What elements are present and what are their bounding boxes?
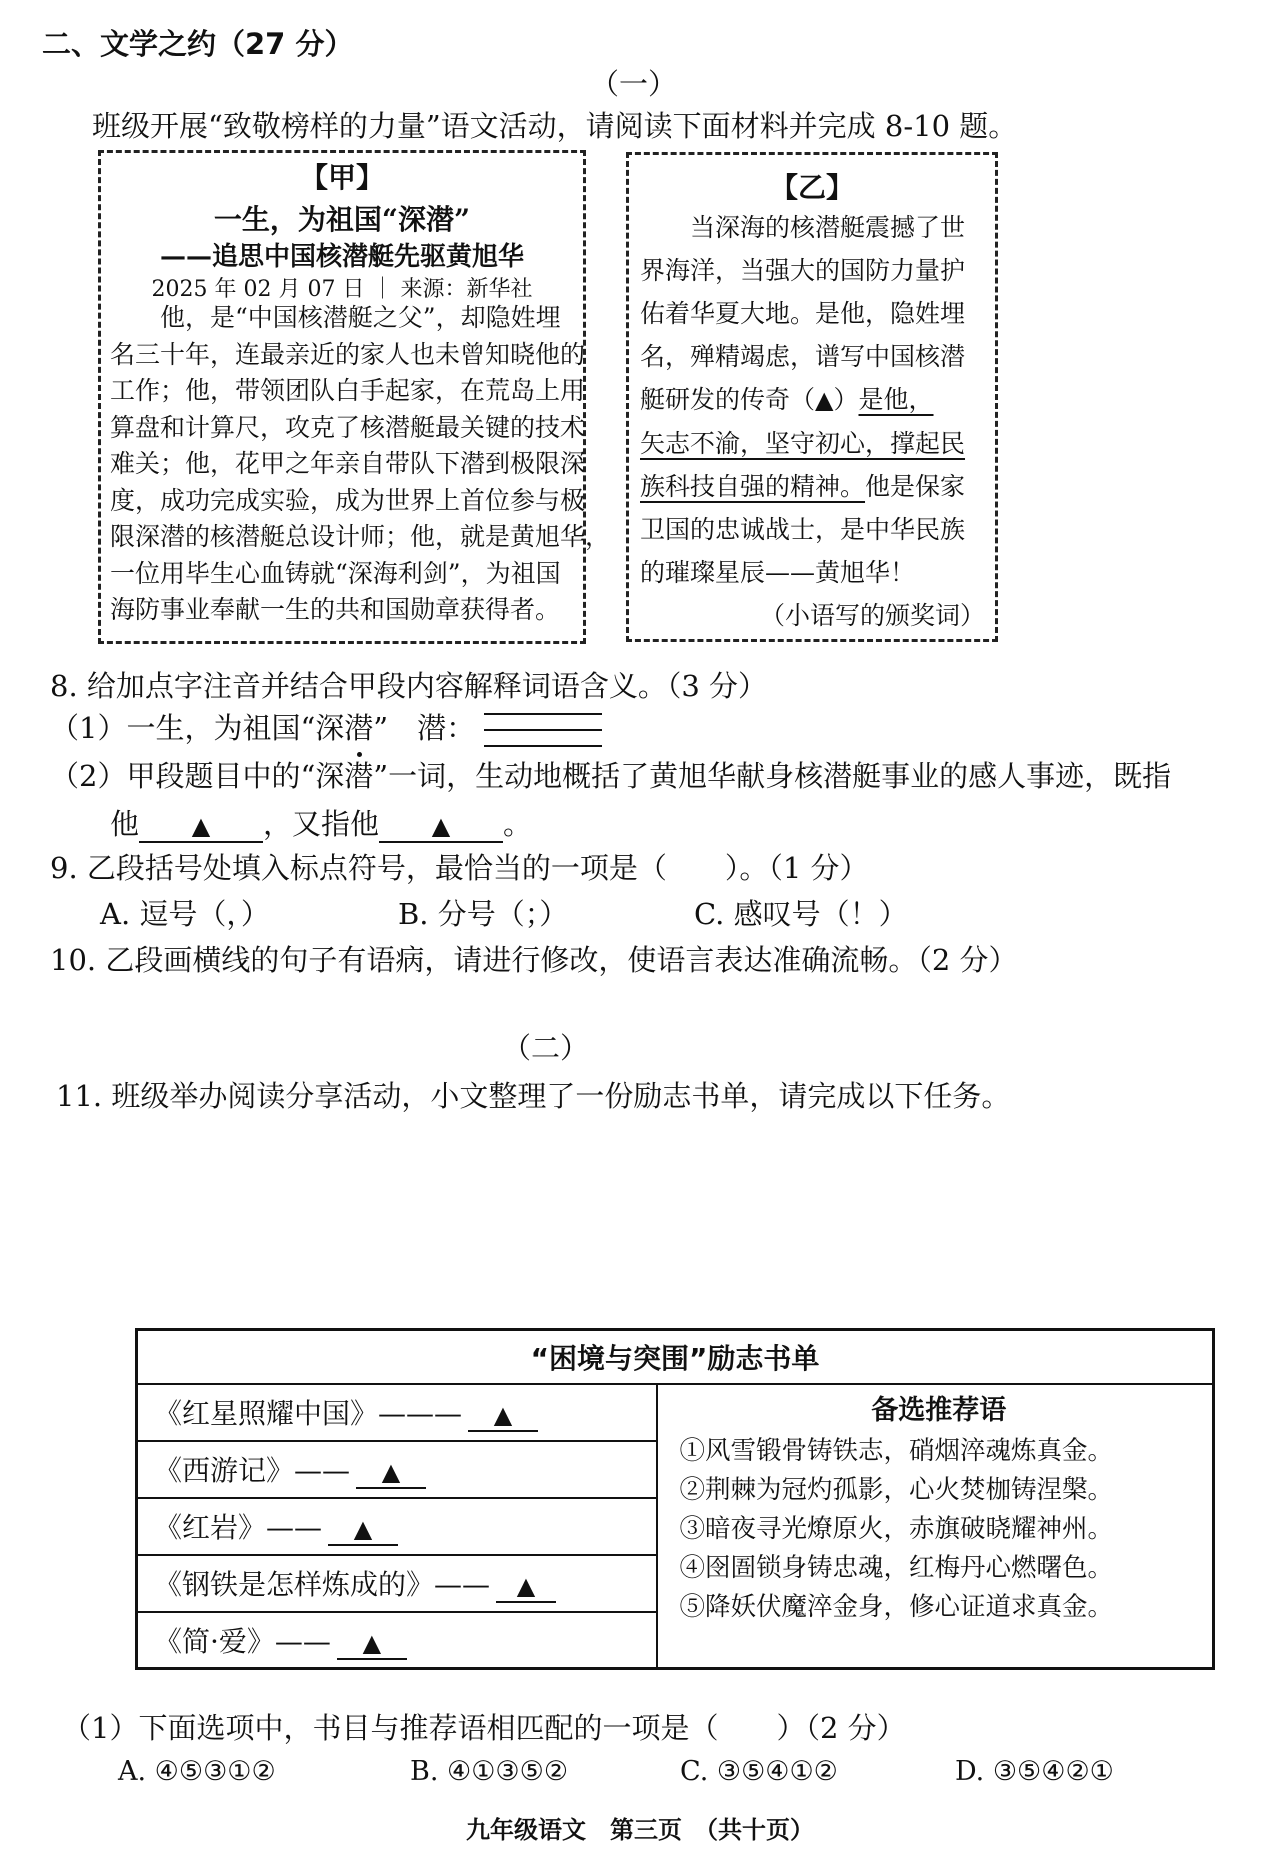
underlined-sentence: 矢志不渝，坚守初心，撑起民 <box>640 429 966 458</box>
answer-blank[interactable] <box>328 1511 398 1546</box>
part2-heading: （二） <box>502 1031 590 1065</box>
jia-line: 限深潜的核潜艇总设计师；他，就是黄旭华， <box>110 522 611 551</box>
answer-blank[interactable] <box>379 807 503 843</box>
q9-option-b[interactable]: B. 分号（；） <box>398 897 569 931</box>
q11-option-a[interactable]: A. ④⑤③①② <box>118 1756 276 1787</box>
answer-blank[interactable] <box>337 1625 407 1660</box>
recommend-item: ①风雪锻骨铸铁志，硝烟淬魂炼真金。 <box>679 1435 1114 1466</box>
jia-label: 【甲】 <box>299 161 384 194</box>
book-row: 《西游记》—— ▲ <box>137 1441 657 1498</box>
q11-option-c[interactable]: C. ③⑤④①② <box>680 1756 838 1787</box>
page-footer: 九年级语文 第三页 （共十页） <box>466 1816 814 1844</box>
yi-label: 【乙】 <box>769 171 854 204</box>
recommend-item: ③暗夜寻光燎原火，赤旗破晓耀神州。 <box>679 1513 1114 1544</box>
jia-meta: 2025 年 02 月 07 日 ｜ 来源：新华社 <box>151 277 533 302</box>
recommend-item: ②荆棘为冠灼孤影，心火焚枷铸涅槃。 <box>679 1474 1114 1505</box>
yi-line: 的璀璨星辰——黄旭华！ <box>640 558 916 587</box>
book-row: 《红岩》—— ▲ <box>137 1498 657 1555</box>
yi-body <box>640 206 965 594</box>
yi-line: 界海洋，当强大的国防力量护 <box>640 256 966 285</box>
jia-subtitle: ——追思中国核潜艇先驱黄旭华 <box>159 242 524 272</box>
triangle-icon: ▲ <box>381 1458 401 1486</box>
jia-line: 度，成功完成实验，成为世界上首位参与极 <box>110 485 586 515</box>
book-row: 《钢铁是怎样炼成的》—— ▲ <box>137 1555 657 1612</box>
q11-stem: 11. 班级举办阅读分享活动，小文整理了一份励志书单，请完成以下任务。 <box>56 1079 1011 1113</box>
book-row: 《简·爱》—— ▲ <box>137 1612 657 1669</box>
jia-line: 算盘和计算尺，攻克了核潜艇最关键的技术 <box>110 412 586 442</box>
q11-option-b[interactable]: B. ④①③⑤② <box>410 1756 569 1787</box>
book-list-table <box>135 1328 1215 1670</box>
intro-text: 班级开展“致敬榜样的力量”语文活动，请阅读下面材料并完成 8-10 题。 <box>92 109 1018 143</box>
jia-line: 难关；他，花甲之年亲自带队下潜到极限深 <box>110 449 586 478</box>
jia-line: 海防事业奉献一生的共和国勋章获得者。 <box>110 595 561 624</box>
book-row: 《红星照耀中国》——— ▲ <box>137 1384 657 1441</box>
dotted-char: 潜 <box>344 706 373 747</box>
yi-line: 卫国的忠诚战士，是中华民族 <box>640 515 966 544</box>
triangle-icon: ▲ <box>431 812 451 840</box>
recommend-cell <box>657 1384 1214 1669</box>
q8-stem: 8. 给加点字注音并结合甲段内容解释词语含义。（3 分） <box>50 669 768 703</box>
yi-line: 名，殚精竭虑，谱写中国核潜 <box>640 342 966 371</box>
triangle-icon: ▲ <box>815 386 834 414</box>
q9-stem: 9. 乙段括号处填入标点符号，最恰当的一项是（ ）。（1 分） <box>50 851 869 885</box>
jia-line: 一位用毕生心血铸就“深海利剑”，为祖国 <box>110 558 561 588</box>
yi-line: 族科技自强的精神。他是保家 <box>640 472 966 501</box>
underlined-sentence: 是他， <box>858 385 934 414</box>
answer-blank[interactable] <box>496 1568 556 1603</box>
jia-line: 名三十年，连最亲近的家人也未曾知晓他的 <box>110 339 586 369</box>
answer-blank[interactable] <box>139 807 263 843</box>
q8-sub1: （1）一生，为祖国“深潜” 潜： <box>50 706 602 753</box>
yi-line: 佑着华夏大地。是他，隐姓埋 <box>640 299 966 328</box>
jia-line: 工作；他，带领团队白手起家，在荒岛上用 <box>110 376 586 405</box>
yi-line: 当深海的核潜艇震撼了世 <box>640 213 966 242</box>
q9-option-a[interactable]: A. 逗号（，） <box>100 897 270 931</box>
answer-blank[interactable] <box>468 1397 538 1432</box>
triangle-icon: ▲ <box>362 1628 382 1657</box>
triangle-icon: ▲ <box>191 812 211 840</box>
section-title: 二、文学之约（27 分） <box>42 27 354 61</box>
answer-blank[interactable] <box>356 1454 426 1489</box>
recommend-item: ④囹圄锁身铸忠魂，红梅丹心燃曙色。 <box>679 1552 1114 1583</box>
q10-stem: 10. 乙段画横线的句子有语病，请进行修改，使语言表达准确流畅。（2 分） <box>50 943 1018 977</box>
part1-heading: （一） <box>590 67 678 101</box>
recommend-title: 备选推荐语 <box>871 1394 1007 1426</box>
triangle-icon: ▲ <box>516 1572 536 1600</box>
recommend-item: ⑤降妖伏魔淬金身，修心证道求真金。 <box>679 1591 1114 1622</box>
yi-signature: （小语写的颁奖词） <box>760 601 986 630</box>
table-title: “困境与突围”励志书单 <box>137 1330 1214 1384</box>
q9-option-c[interactable]: C. 感叹号（！） <box>694 897 908 931</box>
jia-body <box>110 300 610 629</box>
triangle-icon: ▲ <box>353 1515 373 1543</box>
answer-lines[interactable] <box>484 707 602 753</box>
q11-sub1-stem: （1）下面选项中，书目与推荐语相匹配的一项是（ ）（2 分） <box>62 1711 906 1745</box>
q8-sub2-line1: （2）甲段题目中的“深潜”一词，生动地概括了黄旭华献身核潜艇事业的感人事迹，既指 <box>50 759 1172 793</box>
triangle-icon: ▲ <box>493 1401 513 1429</box>
jia-line: 他，是“中国核潜艇之父”，却隐姓埋 <box>110 303 561 332</box>
q11-option-d[interactable]: D. ③⑤④②① <box>955 1756 1114 1787</box>
underlined-sentence: 族科技自强的精神。 <box>640 472 866 501</box>
jia-title: 一生，为祖国“深潜” <box>213 203 471 236</box>
q8-sub2-line2: 他 ▲ ，又指他 ▲ 。 <box>110 807 533 841</box>
yi-line: 艇研发的传奇（▲）是他， <box>640 385 934 414</box>
